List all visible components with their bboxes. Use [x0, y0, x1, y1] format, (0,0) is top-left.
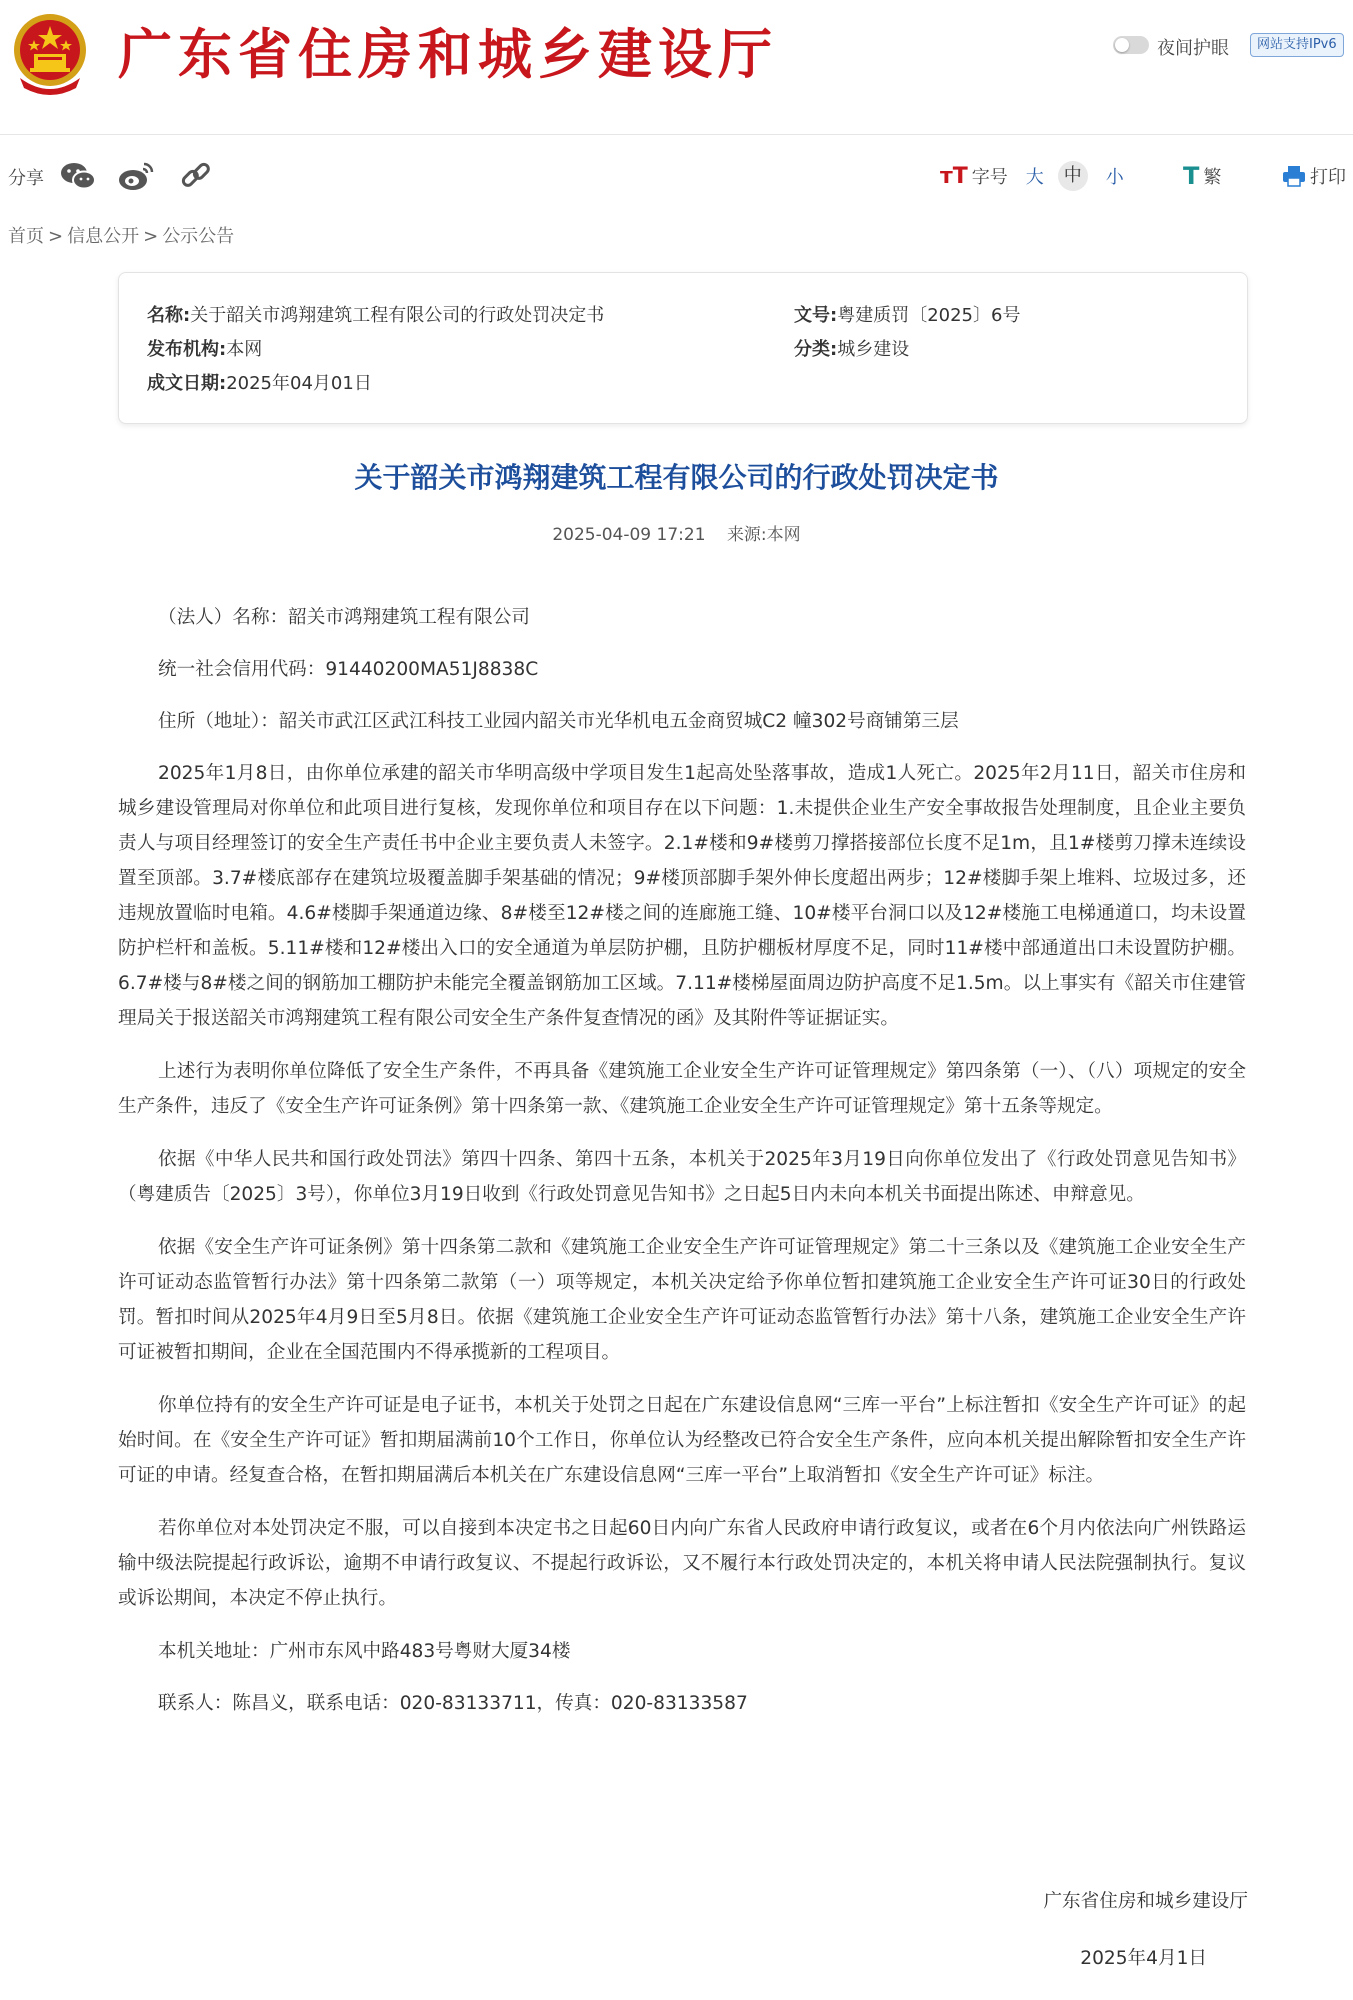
- site-header: [0, 0, 1353, 135]
- font-size-label: 字号: [971, 167, 1008, 188]
- meta-doc-no-value: 粤建质罚〔2025〕6号: [837, 305, 1021, 326]
- body-paragraph: 统一社会信用代码：91440200MA51J8838C: [158, 659, 539, 680]
- article-toolbar: [0, 150, 1353, 204]
- night-mode-toggle[interactable]: [1113, 36, 1149, 54]
- signature-issuer: 广东省住房和城乡建设厅: [1043, 1891, 1248, 1912]
- meta-name: [147, 301, 604, 327]
- meta-date: [147, 369, 372, 395]
- font-size-small-button[interactable]: 小: [1105, 167, 1124, 188]
- share-label: 分享: [8, 168, 44, 189]
- printer-icon: [1282, 165, 1306, 187]
- body-paragraph: 住所（地址）：韶关市武江区武江科技工业园内韶关市光华机电五金商贸城C2 幢302号商铺第三层: [158, 711, 959, 732]
- font-size-icon: тT: [940, 163, 968, 189]
- body-paragraph: 上述行为表明你单位降低了安全生产条件，不再具备《建筑施工企业安全生产许可证管理规定》第四条第（一）、（八）项规定的安全生产条件，违反了《安全生产许可证条例》第十四条第一款、《建筑施工企业安全生产许可证管理规定》第十五条等规定。: [118, 1061, 1246, 1117]
- body-paragraph: 若你单位对本处罚决定不服，可以自接到本决定书之日起60日内向广东省人民政府申请行政复议，或者在6个月内依法向广州铁路运输中级法院提起行政诉讼，逾期不申请行政复议、不提起行政诉讼，又不履行本行政处罚决定的，本机关将申请人民法院强制执行。复议或诉讼期间，本决定不停止执行。: [118, 1518, 1246, 1609]
- meta-publisher: [147, 335, 262, 361]
- breadcrumb-announcements[interactable]: 公示公告: [162, 226, 235, 247]
- toggle-knob: [1115, 38, 1129, 52]
- site-title: 广东省住房和城乡建设厅: [118, 22, 778, 86]
- breadcrumb-separator: >: [48, 226, 64, 247]
- wechat-icon[interactable]: [58, 158, 98, 194]
- document-metadata-box: [118, 272, 1248, 424]
- body-paragraph: （法人）名称：韶关市鸿翔建筑工程有限公司: [158, 607, 530, 628]
- ipv6-badge: 网站支持IPv6: [1250, 33, 1344, 57]
- print-button[interactable]: [1282, 160, 1346, 192]
- meta-publisher-key: 发布机构:: [147, 339, 227, 360]
- font-size-medium-button[interactable]: 中: [1058, 161, 1088, 191]
- meta-doc-no-key: 文号:: [794, 305, 838, 326]
- body-paragraph: 联系人：陈昌义，联系电话：020-83133711，传真：020-83133587: [158, 1693, 748, 1714]
- meta-name-key: 名称:: [147, 305, 191, 326]
- meta-category-key: 分类:: [794, 339, 838, 360]
- national-emblem-icon: [10, 10, 90, 100]
- signature-date: 2025年4月1日: [1080, 1948, 1207, 1969]
- article-body: [118, 600, 1246, 1738]
- font-size-large-button[interactable]: 大: [1025, 167, 1044, 188]
- breadcrumb-separator: >: [143, 226, 159, 247]
- print-label: 打印: [1310, 167, 1346, 188]
- meta-category-value: 城乡建设: [837, 339, 910, 360]
- traditional-icon: T: [1183, 162, 1200, 190]
- meta-category: [794, 335, 909, 361]
- body-paragraph: 2025年1月8日，由你单位承建的韶关市华明高级中学项目发生1起高处坠落事故，造成1人死亡。2025年2月11日，韶关市住房和城乡建设管理局对你单位和此项目进行复核，发现你单位和项目存在以下问题：1.未提供企业生产安全事故报告处理制度，且企业主要负责人与项目经理签订的安全生产责任书中企业主要负责人未签字。2.1#楼和9#楼剪刀撑搭接部位长度不足1m，且1#楼剪刀撑未连续设置至顶部。3.7#楼底部存在建筑垃圾覆盖脚手架基础的情况；9#楼顶部脚手架外伸长度超出两步；12#楼脚手架上堆料、垃圾过多，还违规放置临时电箱。4.6#楼脚手架通道边缘、8#楼至12#楼之间的连廊施工缝、10#楼平台洞口以及12#楼施工电梯通道口，均未设置防护栏杆和盖板。5.11#楼和12#楼出入口的安全通道为单层防护棚，且防护棚板材厚度不足，同时11#楼中部通道出口未设置防护棚。6.7#楼与8#楼之间的钢筋加工棚防护未能完全覆盖钢筋加工区域。7.11#楼梯屋面周边防护高度不足1.5m。以上事实有《韶关市住建管理局关于报送韶关市鸿翔建筑工程有限公司安全生产条件复查情况的函》及其附件等证据证实。: [118, 763, 1246, 1029]
- article-meta: [0, 520, 1353, 545]
- copy-link-icon[interactable]: [176, 158, 216, 194]
- publish-time: 2025-04-09 17:21: [552, 525, 706, 545]
- article-source: 来源:本网: [726, 525, 801, 545]
- meta-date-key: 成文日期:: [147, 373, 227, 394]
- body-paragraph: 依据《中华人民共和国行政处罚法》第四十四条、第四十五条，本机关于2025年3月19日向你单位发出了《行政处罚意见告知书》（粤建质告〔2025〕3号），你单位3月19日收到《行政处罚意见告知书》之日起5日内未向本机关书面提出陈述、申辩意见。: [118, 1149, 1246, 1205]
- body-paragraph: 依据《安全生产许可证条例》第十四条第二款和《建筑施工企业安全生产许可证管理规定》第二十三条以及《建筑施工企业安全生产许可证动态监管暂行办法》第十四条第二款第（一）项等规定，本机关决定给予你单位暂扣建筑施工企业安全生产许可证30日的行政处罚。暂扣时间从2025年4月9日至5月8日。依据《建筑施工企业安全生产许可证动态监管暂行办法》第十八条，建筑施工企业安全生产许可证被暂扣期间，企业在全国范围内不得承揽新的工程项目。: [118, 1237, 1246, 1363]
- meta-doc-no: [794, 301, 1020, 327]
- night-mode-label: 夜间护眼: [1157, 38, 1229, 59]
- breadcrumb-home[interactable]: 首页: [8, 226, 44, 247]
- meta-name-value: 关于韶关市鸿翔建筑工程有限公司的行政处罚决定书: [190, 305, 605, 326]
- meta-date-value: 2025年04月01日: [226, 373, 372, 394]
- traditional-label: 繁: [1203, 167, 1222, 188]
- article-title: 关于韶关市鸿翔建筑工程有限公司的行政处罚决定书: [354, 461, 999, 494]
- body-paragraph: 本机关地址：广州市东风中路483号粤财大厦34楼: [158, 1641, 571, 1662]
- breadcrumb: [8, 222, 234, 248]
- breadcrumb-info-disclosure[interactable]: 信息公开: [67, 226, 140, 247]
- traditional-chinese-button[interactable]: [1183, 160, 1221, 192]
- meta-publisher-value: 本网: [226, 339, 263, 360]
- body-paragraph: 你单位持有的安全生产许可证是电子证书，本机关于处罚之日起在广东建设信息网“三库一平台”上标注暂扣《安全生产许可证》的起始时间。在《安全生产许可证》暂扣期届满前10个工作日，你单位认为经整改已符合安全生产条件，应向本机关提出解除暂扣安全生产许可证的申请。经复查合格，在暂扣期届满后本机关在广东建设信息网“三库一平台”上取消暂扣《安全生产许可证》标注。: [118, 1395, 1246, 1486]
- font-size-controls: [940, 160, 1124, 192]
- weibo-icon[interactable]: [116, 158, 156, 194]
